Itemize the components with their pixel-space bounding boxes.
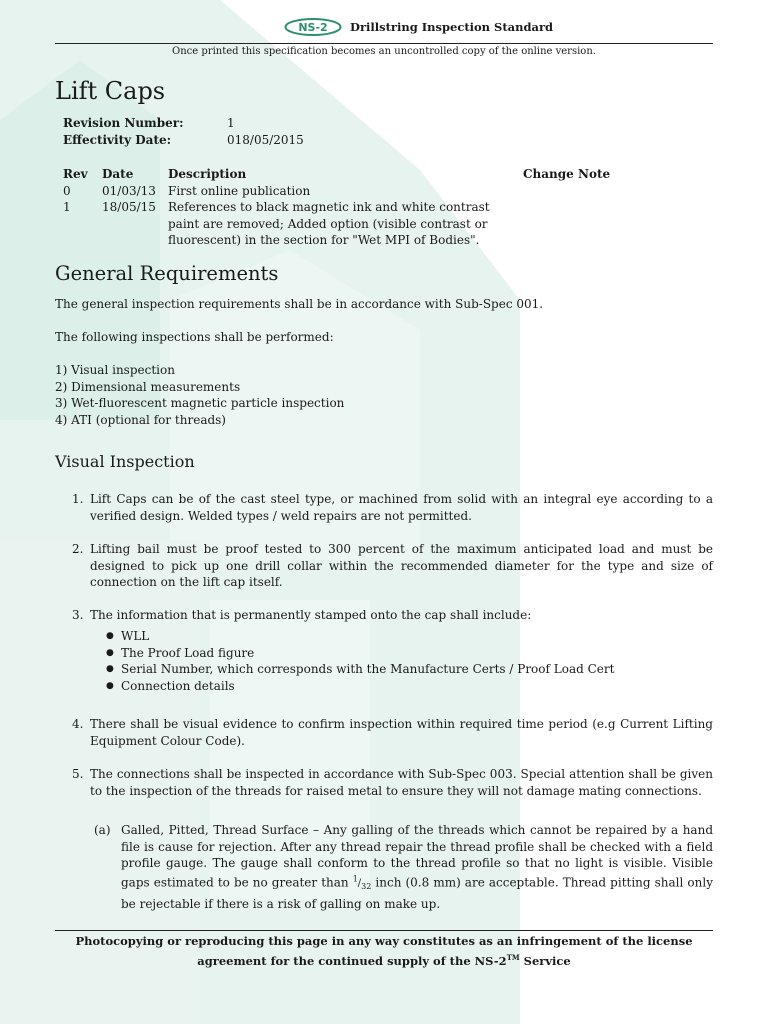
standard-title: Drillstring Inspection Standard [350,20,554,34]
trademark-mark: TM [506,952,520,962]
list-item: 4) ATI (optional for threads) [55,412,226,427]
logo-text: NS-2 [298,21,328,34]
list-item [106,628,614,645]
list-item [106,678,614,695]
visual-inspection-heading: Visual Inspection [55,452,195,471]
sub-item-text [121,822,713,912]
item-number: 1. [72,492,84,506]
list-item [72,716,713,749]
list-item [72,541,713,591]
date-cell: 18/05/15 [102,200,156,214]
rev-cell: 0 [63,183,71,198]
sub-item-label: (a) [94,823,111,837]
document-title: Lift Caps [55,77,166,105]
col-change-note: Change Note [523,167,611,181]
bullet-icon: ● [106,680,114,691]
uncontrolled-copy-note: Once printed this specification becomes an uncontrolled copy of the online version. [172,46,596,57]
rev-cell: 1 [63,200,71,214]
table-row [63,183,633,200]
date-cell: 01/03/13 [102,183,156,198]
description-cell: First online publication [168,183,311,198]
item-text: Lifting bail must be proof tested to 300 percent of the maximum anticipated load and must be designed to pick up one drill collar within the recommended diameter for the type and size of connection on the lift cap itself. [90,542,713,590]
effectivity-value: 018/05/2015 [227,133,304,147]
bullet-icon: ● [106,647,114,658]
item-text: There shall be visual evidence to confirm inspection within required time period (e.g Current Lifting Equipment Colour Code). [90,717,713,748]
revision-table [63,166,633,249]
bullet-text: Serial Number, which corresponds with the Manufacture Certs / Proof Load Cert [121,662,615,676]
list-item [72,491,713,524]
list-item [72,766,713,799]
bullet-icon: ● [106,664,114,674]
list-item: 3) Wet-fluorescent magnetic particle inspection [55,396,345,411]
revision-value: 1 [227,116,235,130]
footer-line-2 [55,950,713,969]
effectivity-label: Effectivity Date: [63,133,172,147]
footer-divider [55,930,713,931]
inspection-list [55,362,344,428]
page-header [284,18,553,36]
fraction-numerator: 1 [352,874,358,884]
bullet-text: The Proof Load figure [121,645,255,660]
stamp-info-list [106,628,614,694]
description-cell: References to black magnetic ink and white contrast paint are removed; Added option (visible contrast or fluorescent) in the section for "Wet MPI of Bodies". [168,200,490,247]
item-text: The connections shall be inspected in accordance with Sub-Spec 003. Special attention shall be given to the inspection of the threads for raised metal to ensure they will not damage mating connections. [90,767,713,798]
sub-list-item [94,822,713,912]
col-rev: Rev [63,167,88,181]
document-meta [63,115,304,149]
list-item [72,607,713,624]
col-date: Date [102,167,134,181]
footer-line-2-start: agreement for the continued supply of the NS-2 [197,953,507,968]
col-description: Description [168,167,247,181]
item-text: Lift Caps can be of the cast steel type, or machined from solid with an integral eye according to a verified design. Welded types / weld repairs are not permitted. [90,492,713,523]
footer-line-2-end: Service [519,953,571,968]
bullet-icon: ● [106,631,114,641]
general-paragraph-1: The general inspection requirements shall be in accordance with Sub-Spec 001. [55,297,544,311]
revision-table-header [63,166,633,183]
list-item [106,661,614,678]
fraction-denominator: 32 [361,882,372,892]
fraction: $^1/_{32}$ [352,874,372,892]
item-number: 5. [72,767,84,781]
revision-label: Revision Number: [63,116,184,130]
bullet-text: WLL [121,629,150,643]
item-number: 4. [72,717,84,731]
header-divider [55,43,713,44]
bullet-text: Connection details [121,678,235,693]
license-footer [55,933,713,969]
item-number: 3. [72,608,84,622]
ns2-logo [284,18,342,36]
general-paragraph-2: The following inspections shall be performed: [55,330,334,344]
general-requirements-heading: General Requirements [55,262,279,285]
list-item [106,645,614,662]
item-number: 2. [72,542,84,556]
list-item: 1) Visual inspection [55,363,175,377]
table-row [63,199,633,249]
list-item: 2) Dimensional measurements [55,379,241,394]
sub-item-text-start: Galled, Pitted, Thread Surface – Any galling of the threads which cannot be repaired by a hand file is cause for rejection. After any thread repair the thread profile shall be checked with a field profile gauge. The gauge shall conform to the thread profile so that no light is visible. Visible gaps estimated to be no greater than [121,823,713,890]
sub-item-text-end: inch (0.8 mm) are acceptable. Thread pitting shall only be rejectable if there is a risk of galling on make up. [121,875,713,911]
item-text: The information that is permanently stamped onto the cap shall include: [90,608,532,622]
footer-line-1: Photocopying or reproducing this page in any way constitutes as an infringement of the license [75,934,693,948]
